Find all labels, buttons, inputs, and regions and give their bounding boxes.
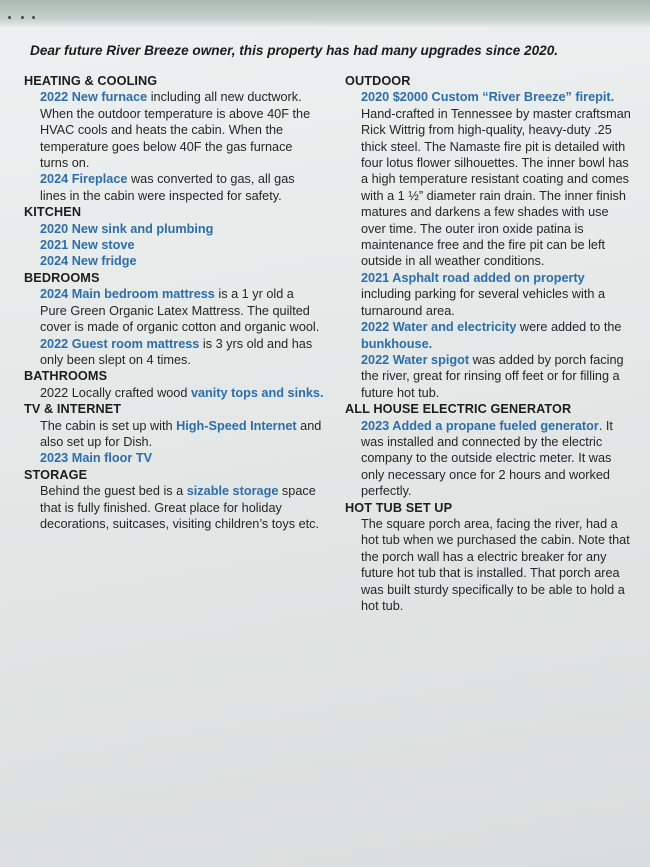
section-heading-bedrooms: BEDROOMS: [24, 270, 100, 285]
punch-dot: [8, 16, 11, 19]
list-item: [24, 336, 324, 369]
list-item: 2024 New fridge: [40, 254, 137, 269]
highlight-text: 2022 Water spigot: [361, 352, 470, 367]
body-text: is a 1 yr old a Pure Green Organic Latex Mattress. The quilted cover is made of organic cotton and organic wool.: [40, 287, 320, 335]
list-item: [345, 352, 635, 401]
list-item: [345, 418, 635, 500]
section-heading-heating: HEATING & COOLING: [24, 74, 158, 88]
body-text: was converted to gas, all gas lines in the cabin were inspected for safety.: [40, 172, 295, 203]
highlight-text: 2021 Asphalt road added on property: [361, 270, 585, 285]
page-title: Dear future River Breeze owner, this property has had many upgrades since 2020.: [30, 43, 559, 58]
list-item: [24, 483, 324, 532]
list-item: 2021 New stove: [40, 238, 135, 253]
highlight-text: bunkhouse.: [361, 336, 433, 351]
list-item: [24, 418, 324, 451]
body-text: including all new ductwork. When the outdoor temperature is above 40F the HVAC cools and heats the cabin. When the temperature goes below 40F the gas furnace turns on.: [40, 90, 311, 171]
highlight-text: 2022 Guest room mattress: [40, 336, 200, 351]
body-text: space that is fully finished. Great place for holiday decorations, suitcases, visiting children’s toys etc.: [40, 484, 320, 531]
list-item: [24, 89, 324, 171]
section-heading-kitchen: KITCHEN: [24, 205, 82, 220]
section-heading-hottub: HOT TUB SET UP: [345, 500, 453, 515]
highlight-text: sizable storage: [186, 484, 279, 499]
list-item: 2020 New sink and plumbing: [40, 221, 214, 236]
section-heading-storage: STORAGE: [24, 467, 88, 482]
body-text: including parking for several vehicles with a turnaround area.: [361, 287, 606, 318]
section-heading-bathrooms: BATHROOMS: [24, 369, 108, 384]
body-text: Hand-crafted in Tennessee by master craftsman Rick Wittrig from high-quality, heavy-duty .25 thick steel. The Namaste fire pit is detailed with four lotus flower silhouettes. The inner bowl has a high temperature resistant coating and comes with a 1 ½” diameter rain drain. The inner finish matures and darkens a few shades with use over time. The outer iron oxide patina is maintenance free and the fire pit can be left outside in all weather conditions.: [361, 106, 631, 269]
punch-dot: [21, 16, 24, 19]
body-text: . It was installed and connected by the electric company to the outside electric meter. It was only necessary once for 2 hours and worked perfectly.: [361, 418, 613, 499]
highlight-text: 2024 Main bedroom mattress: [40, 287, 215, 302]
section-heading-generator: ALL HOUSE ELECTRIC GENERATOR: [345, 402, 572, 417]
right-column: [345, 73, 635, 614]
punch-dot: [32, 16, 35, 19]
highlight-text: 2022 New furnace: [40, 90, 148, 105]
list-item: [345, 319, 635, 352]
list-item: [24, 385, 324, 401]
body-text: were added to the: [516, 320, 622, 335]
list-item: 2023 Main floor TV: [40, 451, 153, 466]
highlight-text: 2024 Fireplace: [40, 172, 128, 187]
list-item: [345, 270, 635, 319]
body-text: 2022 Locally crafted wood: [40, 385, 191, 400]
list-item: The square porch area, facing the river, had a hot tub when we purchased the cabin. Note that the porch wall has a electric breaker for any future hot tub that is installed. That porch area was built sturdy specifically to be able to hold a hot tub.: [361, 516, 630, 613]
body-text: was added by porch facing the river, great for rinsing off feet or for filling a future hot tub.: [361, 352, 624, 400]
body-text: The cabin is set up with: [40, 418, 177, 433]
highlight-text: 2022 Water and electricity: [361, 320, 517, 335]
body-text: is 3 yrs old and has only been slept on 4 times.: [40, 336, 313, 367]
body-text: and also set up for Dish.: [40, 418, 322, 449]
top-shadow: [0, 0, 650, 28]
section-heading-tv: TV & INTERNET: [24, 402, 122, 417]
left-column: [24, 73, 324, 532]
list-item: [24, 286, 324, 335]
body-text: Behind the guest bed is a: [40, 484, 187, 499]
highlight-text: 2023 Added a propane fueled generator: [361, 418, 599, 433]
list-item: [345, 89, 635, 269]
highlight-text: vanity tops and sinks.: [190, 385, 324, 400]
highlight-text: High-Speed Internet: [176, 418, 297, 433]
highlight-text: 2020 $2000 Custom “River Breeze” firepit.: [361, 90, 615, 105]
list-item: [24, 171, 324, 204]
section-heading-outdoor: OUTDOOR: [345, 74, 411, 88]
